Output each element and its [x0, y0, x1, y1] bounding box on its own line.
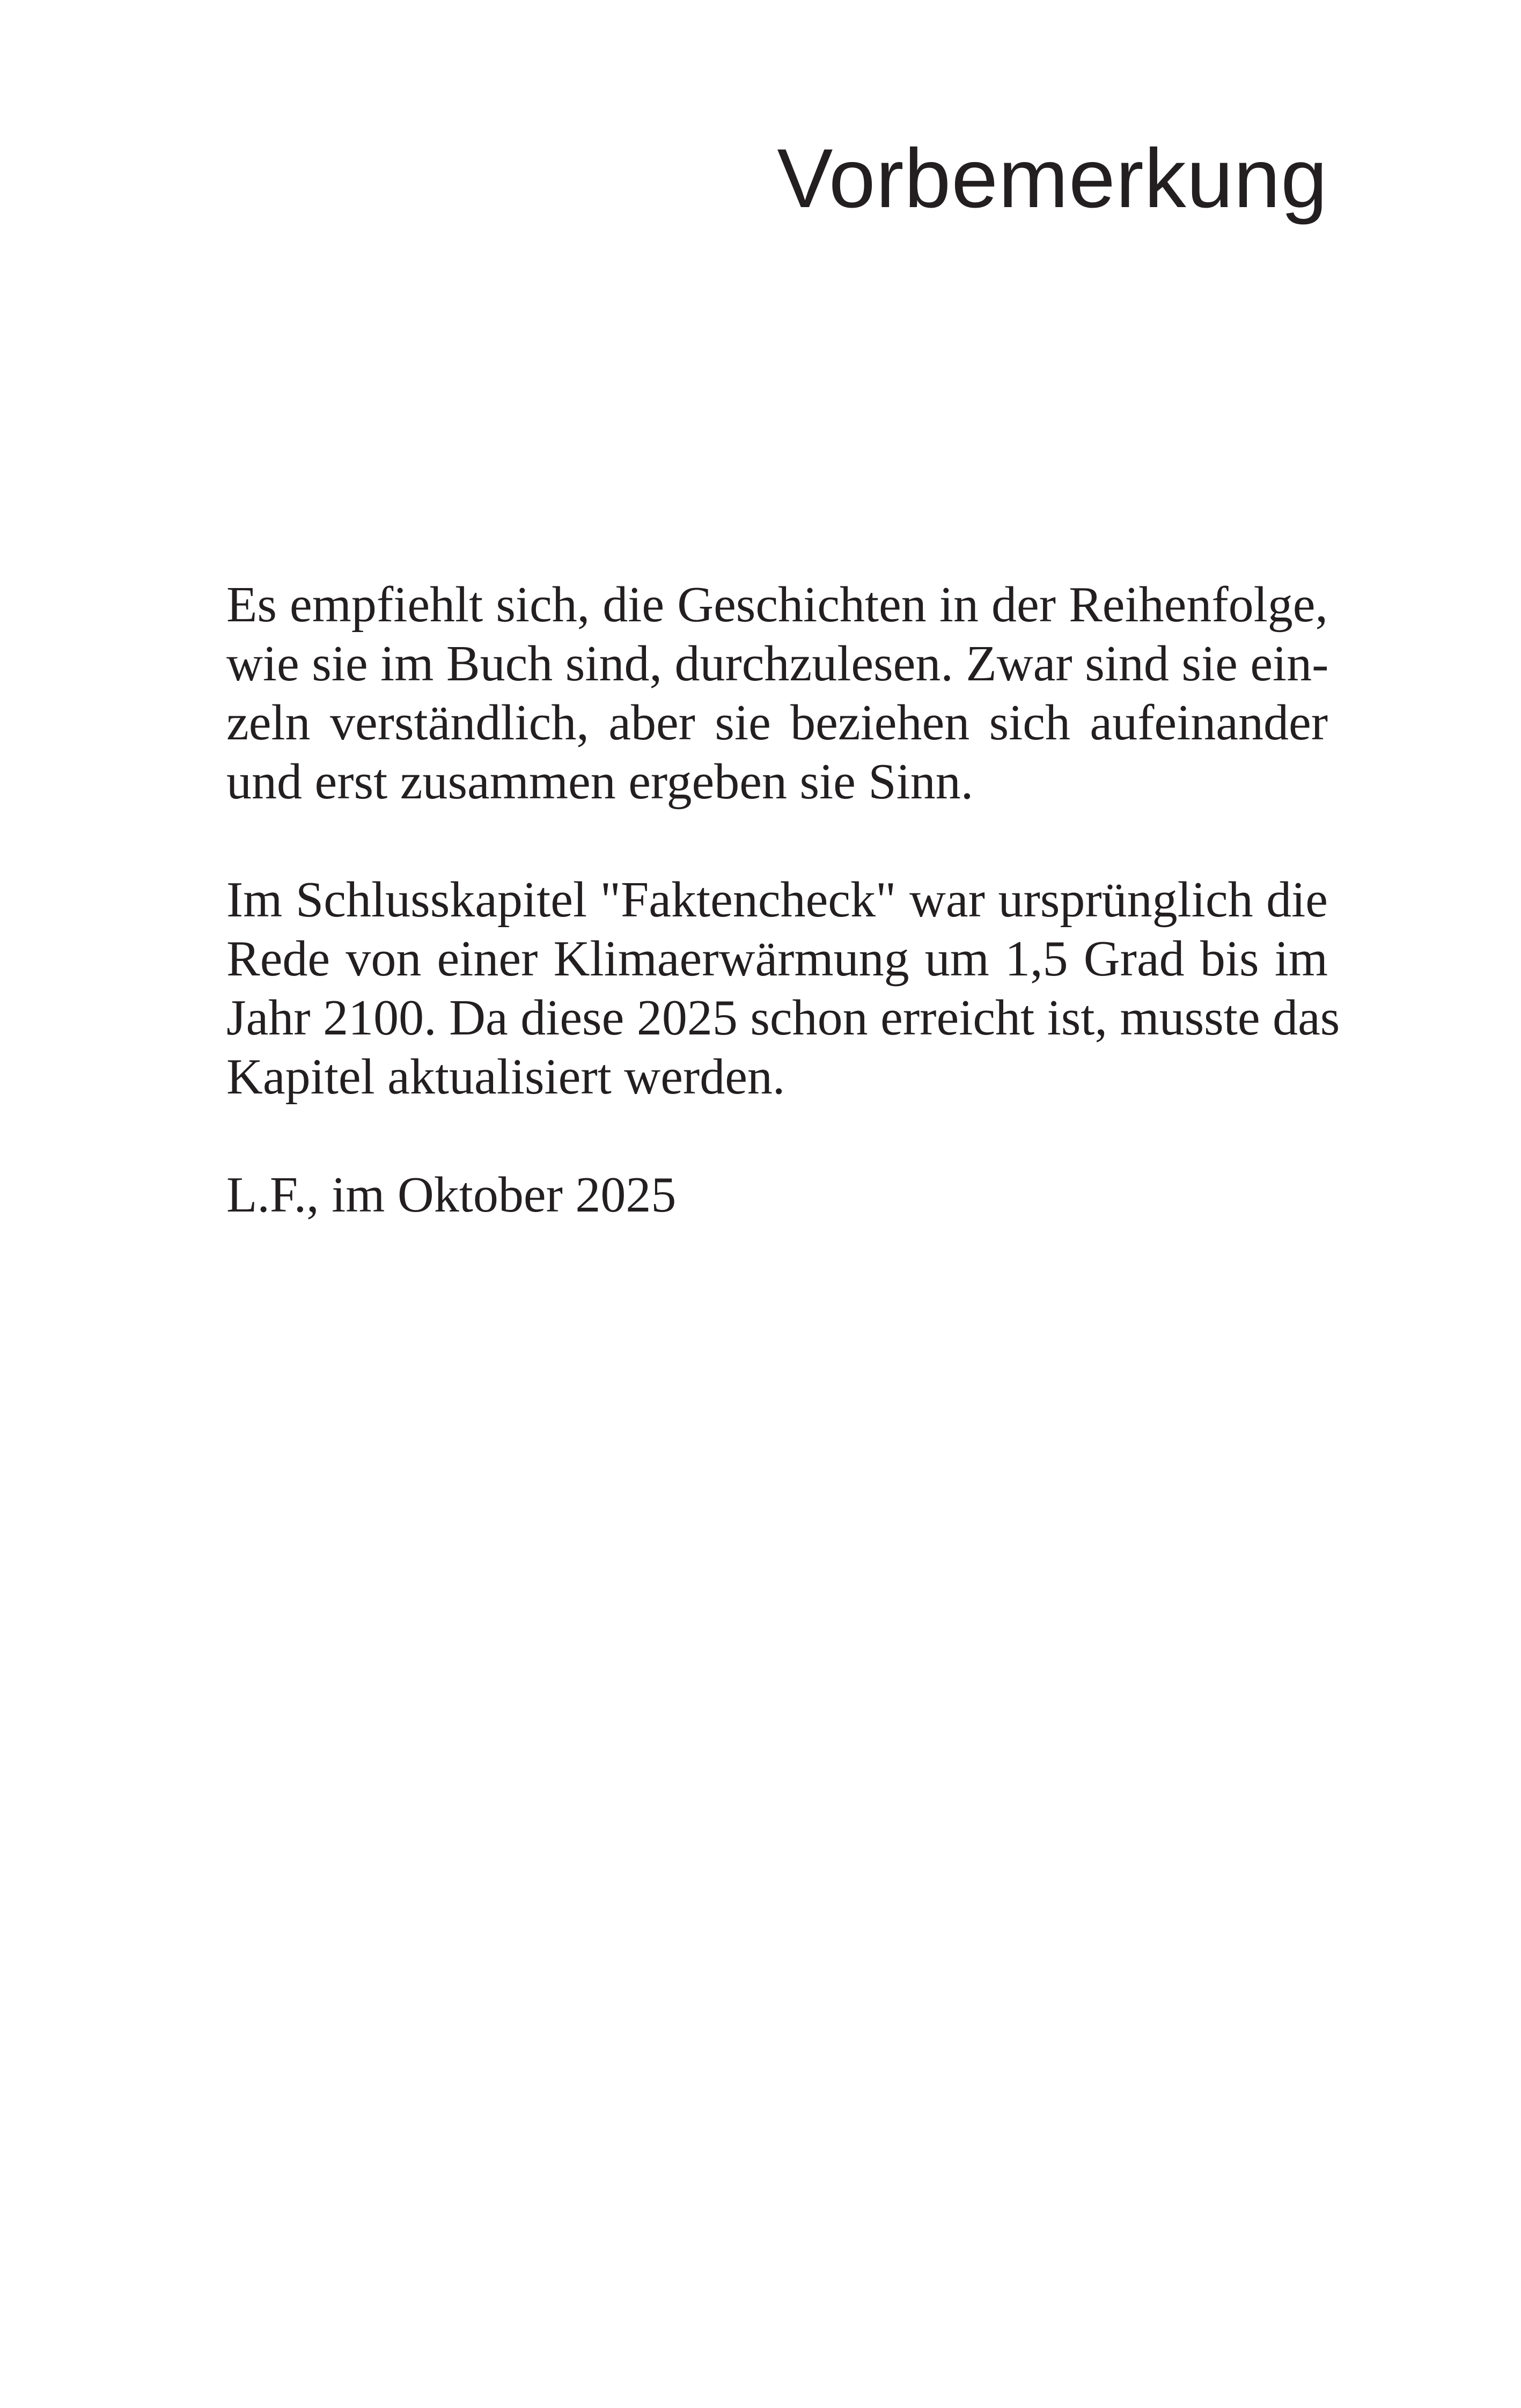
signature: [226, 1165, 1328, 1224]
text-line: Kapitel aktualisiert werden.: [226, 1049, 785, 1105]
text-line: Es empfiehlt sich, die Geschichten in der Reihenfolge,: [226, 577, 1328, 633]
text-line: wie sie im Buch sind, durchzulesen. Zwar sind sie ein-: [226, 636, 1329, 692]
paragraph-chapter-update: [226, 870, 1340, 1106]
paragraph-reading-order: [226, 575, 1328, 811]
text-line: Im Schlusskapitel "Faktencheck" war ursprünglich die: [226, 872, 1328, 928]
text-line: zeln verständlich, aber sie beziehen sich aufeinander: [226, 695, 1328, 751]
text-line: Jahr 2100. Da diese 2025 schon erreicht ist, musste das: [226, 990, 1340, 1046]
signature-text: L.F., im Oktober 2025: [226, 1167, 677, 1223]
page-title: Vorbemerkung: [777, 132, 1328, 225]
text-line: Rede von einer Klimaerwärmung um 1,5 Grad bis im: [226, 931, 1328, 987]
preface-body: [226, 575, 1340, 1283]
text-line: und erst zusammen ergeben sie Sinn.: [226, 754, 974, 810]
